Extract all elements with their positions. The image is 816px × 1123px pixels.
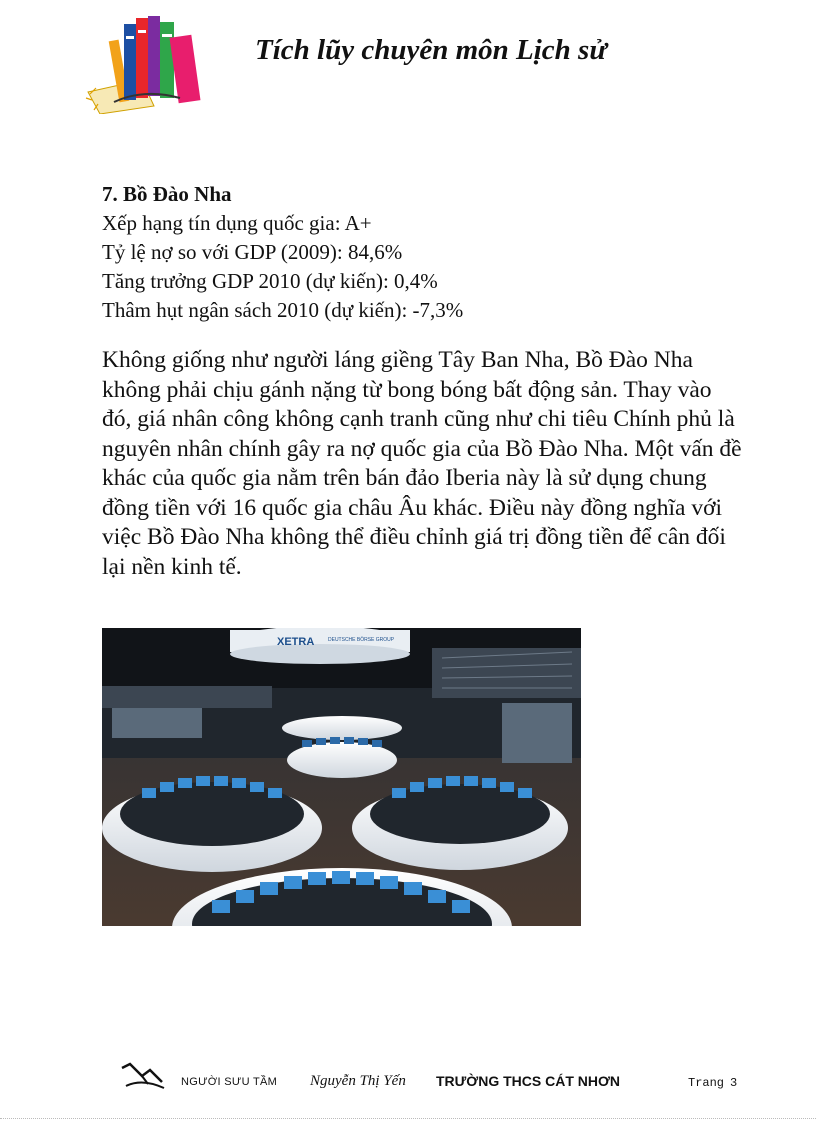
page-footer (0, 1060, 816, 1100)
fact-budget-deficit: Thâm hụt ngân sách 2010 (dự kiến): -7,3% (102, 298, 464, 322)
page-header-title: Tích lũy chuyên môn Lịch sử (255, 34, 607, 66)
body-paragraph: Không giống như người láng giềng Tây Ban Nha, Bồ Đào Nha không phải chịu gánh nặng từ bong bóng bất động sản. Thay vào đó, giá nhân công không cạnh tranh cũng như chi tiêu Chính phủ là nguyên nhân chính gây ra nợ quốc gia của Bồ Đào Nha. Một vấn đề khác của quốc gia nằm trên bán đảo Iberia này là sử dụng chung đồng tiền với 16 quốc gia châu Âu khác. Điều này đồng nghĩa với việc Bồ Đào Nha không thể điều chỉnh giá trị đồng tiền để cân đối lại nền kinh tế. (102, 347, 742, 580)
footer-collector-label: NGƯỜI SƯU TẦM (181, 1076, 278, 1088)
xetra-sign-brand: XETRA (277, 636, 315, 648)
footer-page (688, 1076, 737, 1090)
fact-debt-ratio: Tỷ lệ nợ so với GDP (2009): 84,6% (102, 240, 403, 264)
footer-school: TRƯỜNG THCS CÁT NHƠN (436, 1073, 621, 1089)
trading-floor-photo (102, 628, 581, 926)
xetra-sign-sub: DEUTSCHE BÖRSE GROUP (328, 637, 395, 643)
bottom-divider (0, 1118, 816, 1120)
section-heading: 7. Bồ Đào Nha (102, 182, 232, 206)
footer-page-label: Trang (688, 1076, 725, 1090)
books-icon (84, 14, 206, 114)
footer-page-number: 3 (730, 1076, 738, 1090)
fact-credit-rating: Xếp hạng tín dụng quốc gia: A+ (102, 211, 372, 235)
fact-gdp-growth: Tăng trưởng GDP 2010 (dự kiến): 0,4% (102, 269, 438, 293)
section-content (102, 180, 742, 325)
footer-author: Nguyễn Thị Yến (310, 1073, 406, 1089)
facts-list (102, 209, 742, 325)
signature-pen-icon (120, 1062, 166, 1092)
